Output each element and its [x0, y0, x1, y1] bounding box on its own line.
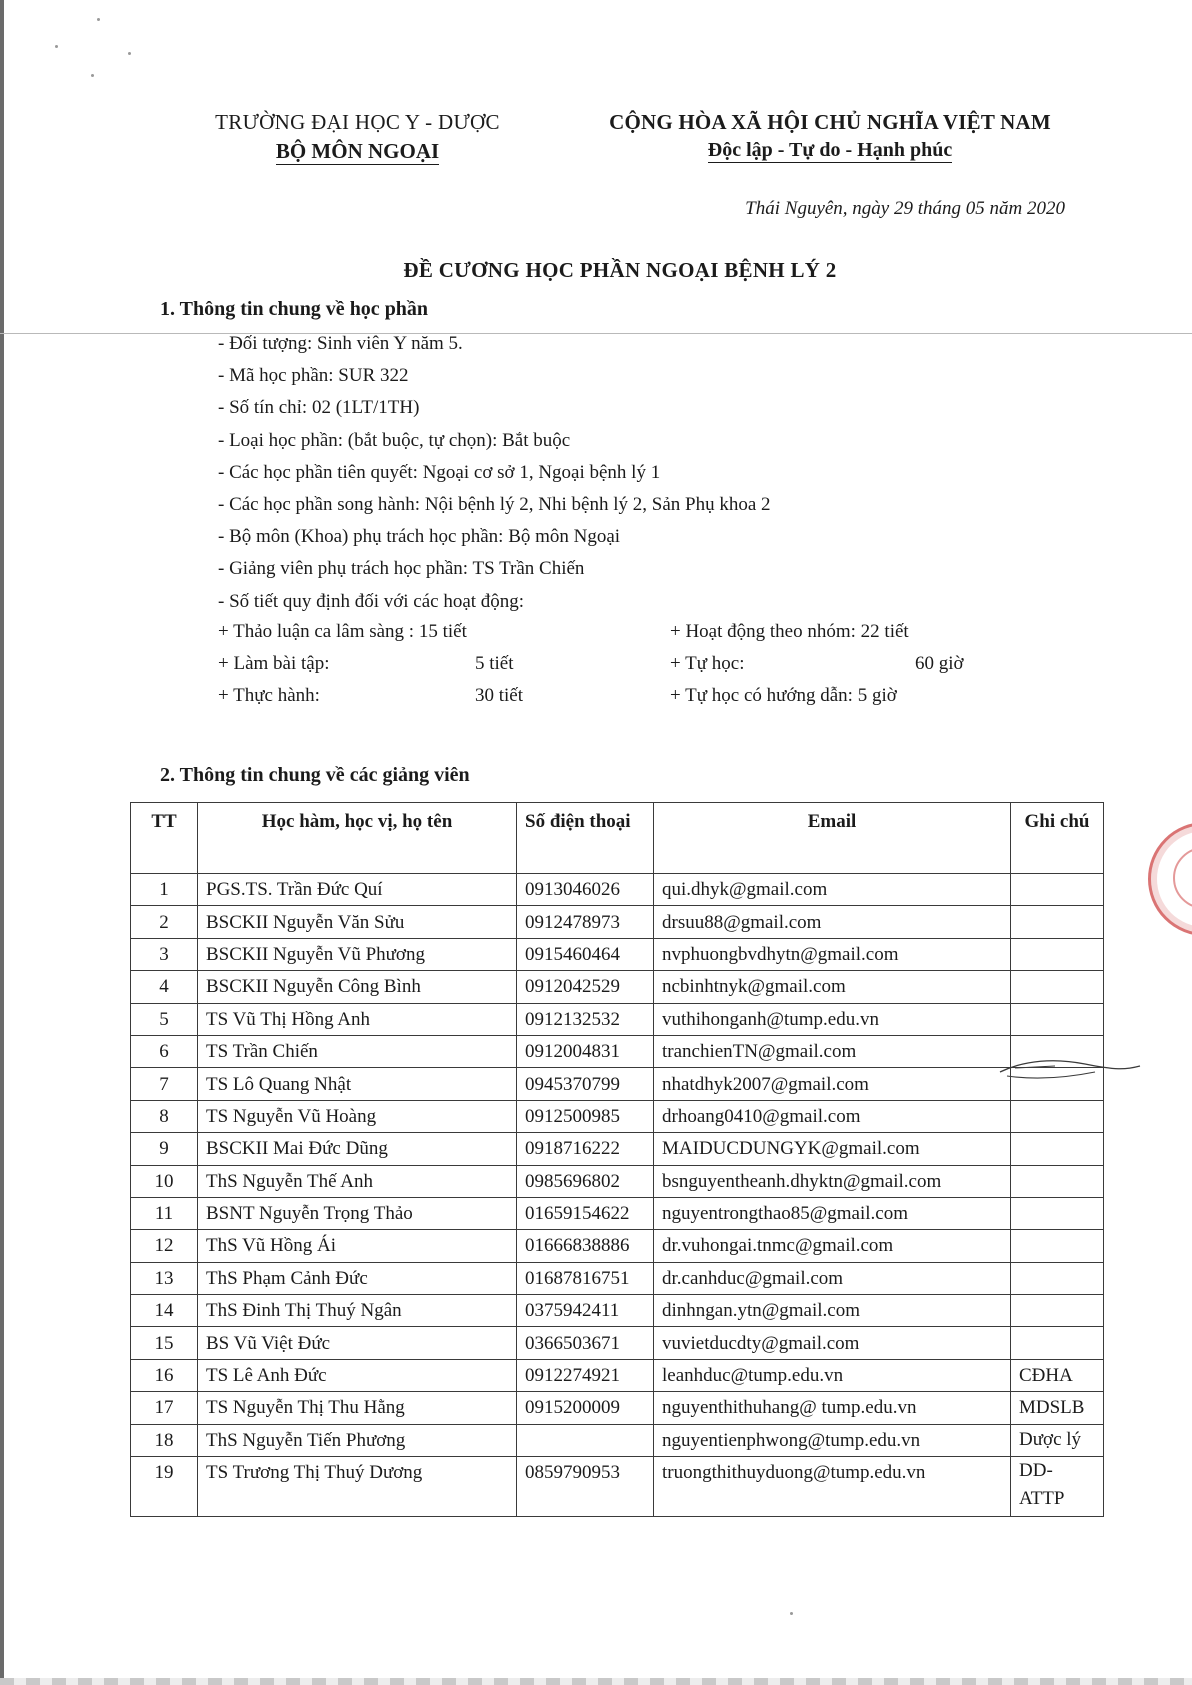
scan-speck — [55, 45, 58, 48]
table-row — [131, 906, 1104, 938]
place-date: Thái Nguyên, ngày 29 tháng 05 năm 2020 — [745, 198, 1065, 219]
lecturer-name: TS Nguyễn Thị Thu Hằng — [198, 1392, 517, 1424]
column-header: Số điện thoại — [517, 803, 654, 874]
school-name: TRƯỜNG ĐẠI HỌC Y - DƯỢC — [215, 110, 500, 134]
row-number: 14 — [131, 1295, 198, 1327]
table-row — [131, 1068, 1104, 1100]
info-item: - Mã học phần: SUR 322 — [218, 365, 409, 387]
row-number: 15 — [131, 1327, 198, 1359]
scan-speck — [790, 1612, 793, 1615]
lecturer-name: TS Vũ Thị Hồng Anh — [198, 1003, 517, 1035]
row-number: 12 — [131, 1230, 198, 1262]
phone-number: 0918716222 — [517, 1133, 654, 1165]
document-title: ĐỀ CƯƠNG HỌC PHẦN NGOẠI BỆNH LÝ 2 — [403, 258, 837, 282]
lecturer-name: BSCKII Mai Đức Dũng — [198, 1133, 517, 1165]
phone-number: 0366503671 — [517, 1327, 654, 1359]
phone-number: 0912478973 — [517, 906, 654, 938]
note: MDSLB — [1011, 1392, 1104, 1424]
phone-number: 01687816751 — [517, 1262, 654, 1294]
email-address: nguyentrongthao85@gmail.com — [654, 1197, 1011, 1229]
issuer-block — [185, 110, 530, 164]
phone-number — [517, 1424, 654, 1456]
info-item: - Các học phần tiên quyết: Ngoại cơ sở 1, Ngoại bệnh lý 1 — [218, 461, 661, 483]
hours-cell: 30 tiết — [475, 685, 524, 706]
lecturer-name: ThS Vũ Hồng Ái — [198, 1230, 517, 1262]
note — [1011, 906, 1104, 938]
note — [1011, 874, 1104, 906]
hours-row — [218, 648, 998, 680]
phone-number: 0913046026 — [517, 874, 654, 906]
note: CĐHA — [1011, 1359, 1104, 1391]
lecturer-name: PGS.TS. Trần Đức Quí — [198, 874, 517, 906]
phone-number: 0912500985 — [517, 1100, 654, 1132]
row-number: 8 — [131, 1100, 198, 1132]
lecturer-name: BSNT Nguyễn Trọng Thảo — [198, 1197, 517, 1229]
table-row — [131, 1457, 1104, 1517]
lecturer-name: BSCKII Nguyễn Công Bình — [198, 971, 517, 1003]
note — [1011, 1230, 1104, 1262]
hours-cell: + Hoạt động theo nhóm: 22 tiết — [670, 621, 909, 642]
scan-bottom-edge — [0, 1678, 1192, 1685]
hours-breakdown — [218, 616, 998, 712]
table-row — [131, 1165, 1104, 1197]
hours-cell: + Thực hành: — [218, 685, 320, 706]
phone-number: 0912004831 — [517, 1035, 654, 1067]
table-row — [131, 1295, 1104, 1327]
note — [1011, 971, 1104, 1003]
national-header — [565, 110, 1095, 162]
table-row — [131, 1230, 1104, 1262]
email-address: qui.dhyk@gmail.com — [654, 874, 1011, 906]
note — [1011, 1197, 1104, 1229]
table-row — [131, 1359, 1104, 1391]
column-header: TT — [131, 803, 198, 874]
lecturer-name: ThS Phạm Cảnh Đức — [198, 1262, 517, 1294]
row-number: 11 — [131, 1197, 198, 1229]
email-address: vuthihonganh@tump.edu.vn — [654, 1003, 1011, 1035]
scan-speck — [91, 74, 94, 77]
phone-number: 0375942411 — [517, 1295, 654, 1327]
scan-speck — [97, 18, 100, 21]
hours-row — [218, 616, 998, 648]
phone-number: 0859790953 — [517, 1457, 654, 1517]
phone-number: 01659154622 — [517, 1197, 654, 1229]
lecturer-name: TS Trần Chiến — [198, 1035, 517, 1067]
scan-speck — [128, 52, 131, 55]
row-number: 5 — [131, 1003, 198, 1035]
table-row — [131, 1003, 1104, 1035]
lecturer-name: TS Nguyễn Vũ Hoàng — [198, 1100, 517, 1132]
hours-cell: + Tự học: — [670, 653, 745, 674]
email-address: vuvietducdty@gmail.com — [654, 1327, 1011, 1359]
info-item: - Số tiết quy định đối với các hoạt động: — [218, 590, 525, 612]
info-item: - Đối tượng: Sinh viên Y năm 5. — [218, 333, 463, 354]
lecturer-name: TS Lô Quang Nhật — [198, 1068, 517, 1100]
email-address: nguyentienphwong@tump.edu.vn — [654, 1424, 1011, 1456]
note — [1011, 1262, 1104, 1294]
hours-cell: 60 giờ — [915, 653, 964, 674]
lecturer-name: BSCKII Nguyễn Văn Sửu — [198, 906, 517, 938]
column-header: Học hàm, học vị, họ tên — [198, 803, 517, 874]
department-name: BỘ MÔN NGOẠI — [275, 139, 440, 163]
phone-number: 01666838886 — [517, 1230, 654, 1262]
lecturer-name: BSCKII Nguyễn Vũ Phương — [198, 938, 517, 970]
table-row — [131, 1392, 1104, 1424]
row-number: 2 — [131, 906, 198, 938]
country-name: CỘNG HÒA XÃ HỘI CHỦ NGHĨA VIỆT NAM — [609, 110, 1051, 134]
email-address: leanhduc@tump.edu.vn — [654, 1359, 1011, 1391]
lecturer-name: ThS Nguyễn Thế Anh — [198, 1165, 517, 1197]
email-address: drhoang0410@gmail.com — [654, 1100, 1011, 1132]
lecturer-name: TS Lê Anh Đức — [198, 1359, 517, 1391]
hours-cell: 5 tiết — [475, 653, 514, 674]
table-row — [131, 1424, 1104, 1456]
phone-number: 0945370799 — [517, 1068, 654, 1100]
info-item: - Số tín chỉ: 02 (1LT/1TH) — [218, 397, 420, 419]
lecturer-name: ThS Đinh Thị Thuý Ngân — [198, 1295, 517, 1327]
email-address: MAIDUCDUNGYK@gmail.com — [654, 1133, 1011, 1165]
official-stamp — [1148, 822, 1192, 936]
email-address: nhatdhyk2007@gmail.com — [654, 1068, 1011, 1100]
lecturer-name: BS Vũ Việt Đức — [198, 1327, 517, 1359]
note — [1011, 938, 1104, 970]
info-item: - Loại học phần: (bắt buộc, tự chọn): Bắt buộc — [218, 429, 571, 451]
phone-number: 0915200009 — [517, 1392, 654, 1424]
note — [1011, 1295, 1104, 1327]
note — [1011, 1165, 1104, 1197]
info-item: - Giảng viên phụ trách học phần: TS Trần Chiến — [218, 558, 585, 580]
email-address: dr.canhduc@gmail.com — [654, 1262, 1011, 1294]
table-row — [131, 1327, 1104, 1359]
motto: Độc lập - Tự do - Hạnh phúc — [707, 139, 953, 161]
scan-edge — [0, 0, 4, 1685]
phone-number: 0912274921 — [517, 1359, 654, 1391]
note — [1011, 1133, 1104, 1165]
note — [1011, 1100, 1104, 1132]
email-address: bsnguyentheanh.dhyktn@gmail.com — [654, 1165, 1011, 1197]
phone-number: 0912042529 — [517, 971, 654, 1003]
email-address: dr.vuhongai.tnmc@gmail.com — [654, 1230, 1011, 1262]
note — [1011, 1327, 1104, 1359]
row-number: 19 — [131, 1457, 198, 1517]
email-address: drsuu88@gmail.com — [654, 906, 1011, 938]
row-number: 9 — [131, 1133, 198, 1165]
row-number: 13 — [131, 1262, 198, 1294]
table-row — [131, 1133, 1104, 1165]
info-item: - Các học phần song hành: Nội bệnh lý 2, Nhi bệnh lý 2, Sản Phụ khoa 2 — [218, 493, 771, 515]
course-info-list — [218, 328, 771, 618]
section1-heading: 1. Thông tin chung về học phần — [160, 298, 429, 320]
email-address: nguyenthithuhang@ tump.edu.vn — [654, 1392, 1011, 1424]
table-row — [131, 1197, 1104, 1229]
row-number: 10 — [131, 1165, 198, 1197]
table-row — [131, 1262, 1104, 1294]
row-number: 6 — [131, 1035, 198, 1067]
table-row — [131, 1035, 1104, 1067]
table-row — [131, 938, 1104, 970]
hours-cell: + Thảo luận ca lâm sàng : 15 tiết — [218, 621, 467, 642]
info-item: - Bộ môn (Khoa) phụ trách học phần: Bộ môn Ngoại — [218, 526, 621, 548]
lecturer-table — [130, 802, 1104, 1517]
row-number: 1 — [131, 874, 198, 906]
email-address: truongthithuyduong@tump.edu.vn — [654, 1457, 1011, 1517]
lecturer-name: ThS Nguyễn Tiến Phương — [198, 1424, 517, 1456]
row-number: 4 — [131, 971, 198, 1003]
handwritten-mark — [995, 1050, 1145, 1090]
row-number: 18 — [131, 1424, 198, 1456]
email-address: dinhngan.ytn@gmail.com — [654, 1295, 1011, 1327]
row-number: 17 — [131, 1392, 198, 1424]
email-address: nvphuongbvdhytn@gmail.com — [654, 938, 1011, 970]
row-number: 7 — [131, 1068, 198, 1100]
phone-number: 0915460464 — [517, 938, 654, 970]
column-header: Ghi chú — [1011, 803, 1104, 874]
table-row — [131, 1100, 1104, 1132]
hours-cell: + Tự học có hướng dẫn: 5 giờ — [670, 685, 897, 706]
column-header: Email — [654, 803, 1011, 874]
table-row — [131, 874, 1104, 906]
email-address: ncbinhtnyk@gmail.com — [654, 971, 1011, 1003]
lecturer-name: TS Trương Thị Thuý Dương — [198, 1457, 517, 1517]
table-row — [131, 971, 1104, 1003]
phone-number: 0912132532 — [517, 1003, 654, 1035]
row-number: 3 — [131, 938, 198, 970]
note — [1011, 1003, 1104, 1035]
note: Dược lý — [1011, 1424, 1104, 1456]
row-number: 16 — [131, 1359, 198, 1391]
phone-number: 0985696802 — [517, 1165, 654, 1197]
note: DD-ATTP — [1011, 1457, 1104, 1517]
hours-cell: + Làm bài tập: — [218, 653, 330, 674]
email-address: tranchienTN@gmail.com — [654, 1035, 1011, 1067]
section2-heading: 2. Thông tin chung về các giảng viên — [160, 764, 470, 786]
table-header-row — [131, 803, 1104, 874]
hours-row — [218, 680, 998, 712]
